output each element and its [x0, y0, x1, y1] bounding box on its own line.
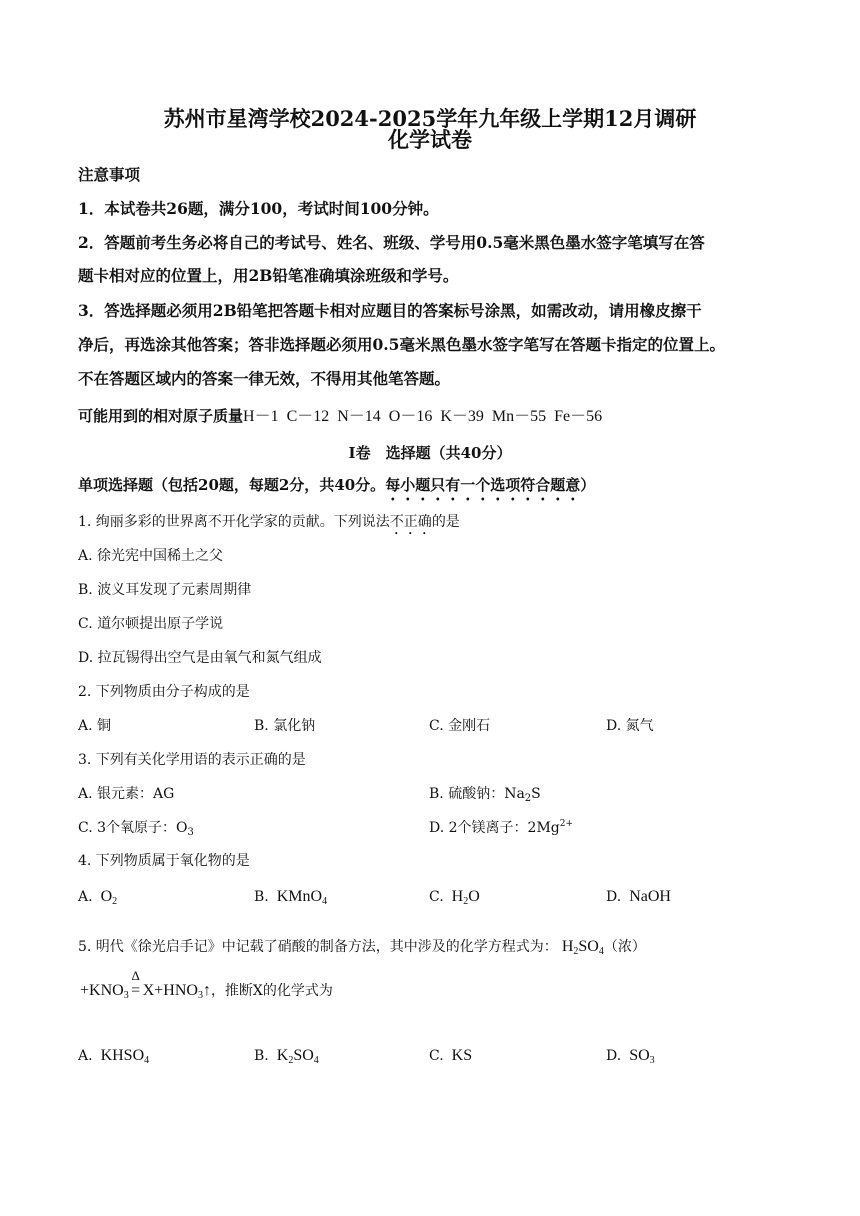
- question-5-stem-suffix: ，推断X的化学式为: [210, 983, 333, 999]
- section-intro: [78, 474, 595, 504]
- question-4-option-c: [429, 888, 480, 907]
- formula-text: SO: [578, 938, 599, 955]
- formula-subscript: 4: [322, 896, 328, 907]
- question-3-option-c-subscript: 3: [187, 827, 194, 838]
- delta-symbol: Δ: [131, 968, 140, 983]
- formula-text: SO: [629, 1047, 650, 1064]
- question-2-option-c: C. 金刚石: [429, 718, 491, 734]
- option-label: B.: [254, 889, 269, 905]
- question-3-option-b-subscript: 2: [524, 793, 532, 804]
- question-5-stem-prefix: 5. 明代《徐光启手记》中记载了硝酸的制备方法，其中涉及的化学方程式为：: [78, 939, 558, 955]
- page-title: 苏州市星湾学校2024-2025学年九年级上学期12月调研: [163, 106, 697, 131]
- section-intro-prefix: 单项选择题（包括20题，每题2分，共40分。: [78, 476, 386, 494]
- formula-subscript: 2: [112, 896, 118, 907]
- question-5-option-c: [429, 1047, 472, 1065]
- atomic-mass-line: [78, 403, 602, 426]
- question-3-option-d-text: D. 2个镁离子：2Mg: [429, 820, 560, 836]
- question-1-stem-suffix: 的是: [431, 514, 460, 530]
- question-3-option-d-superscript: 2+: [559, 819, 574, 829]
- formula: NaOH: [629, 888, 671, 905]
- formula-subscript: 2: [288, 1055, 294, 1066]
- question-5-option-d: [606, 1047, 655, 1066]
- question-5-option-a: [78, 1047, 149, 1066]
- formula-subscript: 3: [197, 990, 203, 1001]
- formula-subscript: 2: [573, 946, 579, 957]
- option-label: A.: [78, 1048, 93, 1064]
- question-1-stem-prefix: 1. 绚丽多彩的世界离不开化学家的贡献。下列说法: [78, 514, 390, 530]
- formula-text: H: [561, 938, 574, 955]
- question-5-stem: [78, 936, 646, 957]
- formula-text: X+HNO: [142, 982, 198, 999]
- question-2-option-b: B. 氯化钠: [254, 718, 316, 734]
- equals-sign: =: [131, 982, 141, 999]
- section-title: Ⅰ卷 选择题（共40分）: [348, 444, 512, 462]
- question-3-option-b: [429, 783, 541, 804]
- formula: [452, 888, 480, 905]
- notice-heading: 注意事项: [78, 165, 141, 184]
- question-2-option-d: D. 氮气: [606, 718, 654, 734]
- question-1-option-d: D. 拉瓦锡得出空气是由氧气和氮气组成: [78, 650, 322, 666]
- formula-text: H: [451, 888, 464, 905]
- notice-item-2-line-2: 题卡相对应的位置上，用2B铅笔准确填涂班级和学号。: [78, 266, 459, 285]
- gas-arrow: ↑: [202, 982, 211, 999]
- formula: [277, 1047, 319, 1064]
- question-1-stem: [78, 511, 460, 538]
- formula: [101, 888, 118, 905]
- question-4-option-b: [254, 888, 327, 907]
- question-2-option-a: A. 铜: [78, 718, 112, 734]
- notice-item-1: 1．本试卷共26题，满分100，考试时间100分钟。: [78, 199, 439, 218]
- option-label: C.: [429, 1048, 444, 1064]
- formula-text: SO: [293, 1047, 314, 1064]
- notice-item-3-line-2: 净后，再选涂其他答案；答非选择题必须用0.5毫米黑色墨水签字笔写在答题卡指定的位置上。: [78, 335, 725, 354]
- formula: [629, 1047, 654, 1064]
- heating-condition: [129, 968, 143, 1000]
- formula-text: KHSO: [100, 1047, 145, 1064]
- question-3-option-d: [429, 817, 573, 837]
- equation-reactant: [80, 982, 129, 999]
- atomic-mass-values: H－1 C－12 N－14 O－16 K－39 Mn－55 Fe－56: [243, 408, 603, 425]
- formula-h2so4: [562, 938, 604, 955]
- notice-item-2-line-1: 2．答题前考生务必将自己的考试号、姓名、班级、学号用0.5毫米黑色墨水签字笔填写在答: [78, 233, 705, 252]
- formula-text: O: [468, 888, 480, 905]
- formula-subscript: 4: [313, 1055, 319, 1066]
- option-label: C.: [429, 889, 444, 905]
- page-subtitle: 化学试卷: [388, 127, 472, 152]
- formula-text: K: [276, 1047, 289, 1064]
- formula: [277, 888, 327, 905]
- question-3-option-a: A. 银元素：AG: [78, 786, 175, 802]
- question-2-stem: 2. 下列物质由分子构成的是: [78, 684, 250, 700]
- question-5-option-b: [254, 1047, 319, 1066]
- formula-text: KMnO: [276, 888, 323, 905]
- question-1-option-b: B. 波义耳发现了元素周期律: [78, 582, 252, 598]
- option-label: B.: [254, 1048, 269, 1064]
- section-intro-emphasis: 每小题只有一个选项符合题意: [385, 476, 581, 494]
- question-4-option-a: [78, 888, 117, 907]
- equation-products: [143, 982, 211, 999]
- formula-subscript: 3: [649, 1055, 655, 1066]
- section-intro-suffix: ）: [580, 476, 596, 494]
- option-label: D.: [606, 889, 622, 905]
- question-1-option-a: A. 徐光宪中国稀土之父: [78, 548, 224, 564]
- formula-subscript: 4: [144, 1055, 150, 1066]
- formula: [101, 1047, 150, 1064]
- formula-subscript: 2: [463, 896, 469, 907]
- question-3-option-b-suffix: S: [531, 786, 541, 802]
- notice-item-3-line-1: 3．答选择题必须用2B铅笔把答题卡相对应题目的答案标号涂黑，如需改动，请用橡皮擦干: [78, 301, 702, 320]
- atomic-mass-label: 可能用到的相对原子质量: [78, 407, 244, 425]
- formula-text: O: [100, 888, 113, 905]
- formula-subscript: 3: [123, 990, 129, 1001]
- question-3-option-b-text: B. 硫酸钠：Na: [429, 786, 525, 802]
- question-3-option-c: [78, 817, 194, 838]
- notice-item-3-line-3: 不在答题区域内的答案一律无效，不得用其他笔答题。: [78, 369, 451, 388]
- question-4-stem: 4. 下列物质属于氧化物的是: [78, 853, 250, 869]
- option-label: D.: [606, 1048, 622, 1064]
- question-1-stem-emphasis: 不正确: [389, 514, 432, 530]
- question-5-equation: [80, 968, 333, 1001]
- formula: KS: [451, 1047, 473, 1064]
- option-label: A.: [78, 889, 93, 905]
- question-1-option-c: C. 道尔顿提出原子学说: [78, 616, 224, 632]
- formula-subscript: 4: [598, 946, 604, 957]
- question-5-concentrated: （浓）: [603, 939, 646, 955]
- question-4-option-d: [606, 888, 671, 906]
- question-3-stem: 3. 下列有关化学用语的表示正确的是: [78, 752, 306, 768]
- question-3-option-c-text: C. 3个氧原子：O: [78, 820, 188, 836]
- formula-text: +KNO: [80, 982, 124, 999]
